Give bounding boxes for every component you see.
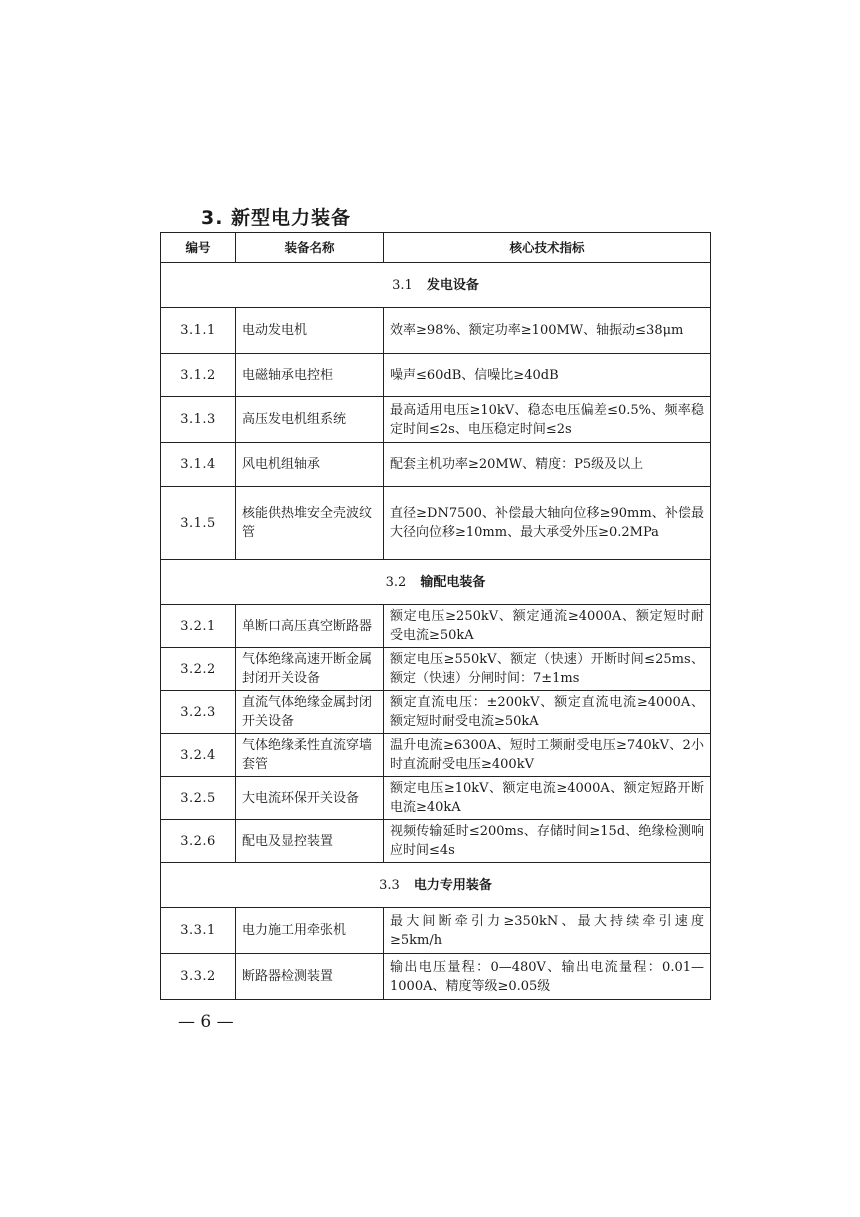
table-row xyxy=(161,487,711,560)
row-name: 高压发电机组系统 xyxy=(236,397,384,443)
table-header-row xyxy=(161,233,711,263)
row-code: 3.1.3 xyxy=(161,397,236,443)
category-row xyxy=(161,863,711,908)
row-spec: 最大间断牵引力≥350kN、最大持续牵引速度≥5km/h xyxy=(384,908,711,954)
row-name: 风电机组轴承 xyxy=(236,443,384,487)
table-row xyxy=(161,605,711,648)
row-name: 核能供热堆安全壳波纹管 xyxy=(236,487,384,560)
category-name: 输配电装备 xyxy=(420,574,486,590)
header-spec: 核心技术指标 xyxy=(384,233,711,263)
row-code: 3.2.4 xyxy=(161,734,236,777)
table-row xyxy=(161,691,711,734)
row-name: 断路器检测装置 xyxy=(236,954,384,1000)
table-row xyxy=(161,820,711,863)
table-row xyxy=(161,354,711,397)
header-code: 编号 xyxy=(161,233,236,263)
row-spec: 视频传输延时≤200ms、存储时间≥15d、绝缘检测响应时间≤4s xyxy=(384,820,711,863)
category-code: 3.3 xyxy=(379,877,400,893)
row-code: 3.3.1 xyxy=(161,908,236,954)
row-spec: 直径≥DN7500、补偿最大轴向位移≥90mm、补偿最大径向位移≥10mm、最大承受外压≥0.2MPa xyxy=(384,487,711,560)
page-number: — 6 — xyxy=(178,1012,234,1032)
row-spec: 最高适用电压≥10kV、稳态电压偏差≤0.5%、频率稳定时间≤2s、电压稳定时间≤2s xyxy=(384,397,711,443)
row-spec: 输出电压量程：0—480V、输出电流量程：0.01—1000A、精度等级≥0.05级 xyxy=(384,954,711,1000)
row-code: 3.1.1 xyxy=(161,308,236,354)
table-row xyxy=(161,648,711,691)
row-code: 3.2.5 xyxy=(161,777,236,820)
table-row xyxy=(161,443,711,487)
table-row xyxy=(161,908,711,954)
row-code: 3.2.6 xyxy=(161,820,236,863)
table-row xyxy=(161,734,711,777)
table-row xyxy=(161,308,711,354)
row-name: 直流气体绝缘金属封闭开关设备 xyxy=(236,691,384,734)
row-code: 3.1.5 xyxy=(161,487,236,560)
row-name: 电动发电机 xyxy=(236,308,384,354)
category-name: 电力专用装备 xyxy=(413,877,492,893)
category-name: 发电设备 xyxy=(426,277,479,293)
row-code: 3.2.2 xyxy=(161,648,236,691)
row-code: 3.2.1 xyxy=(161,605,236,648)
row-spec: 额定电压≥10kV、额定电流≥4000A、额定短路开断电流≥40kA xyxy=(384,777,711,820)
row-name: 大电流环保开关设备 xyxy=(236,777,384,820)
table-row xyxy=(161,777,711,820)
category-code: 3.1 xyxy=(392,277,413,293)
row-spec: 额定直流电压：±200kV、额定直流电流≥4000A、额定短时耐受电流≥50kA xyxy=(384,691,711,734)
category-cell xyxy=(161,263,711,308)
row-name: 电力施工用牵张机 xyxy=(236,908,384,954)
row-name: 气体绝缘柔性直流穿墙套管 xyxy=(236,734,384,777)
row-name: 配电及显控装置 xyxy=(236,820,384,863)
row-code: 3.1.4 xyxy=(161,443,236,487)
row-code: 3.3.2 xyxy=(161,954,236,1000)
category-code: 3.2 xyxy=(385,574,407,590)
row-spec: 额定电压≥250kV、额定通流≥4000A、额定短时耐受电流≥50kA xyxy=(384,605,711,648)
header-name: 装备名称 xyxy=(236,233,384,263)
row-name: 单断口高压真空断路器 xyxy=(236,605,384,648)
row-code: 3.1.2 xyxy=(161,354,236,397)
row-code: 3.2.3 xyxy=(161,691,236,734)
row-spec: 额定电压≥550kV、额定（快速）开断时间≤25ms、额定（快速）分闸时间：7±1ms xyxy=(384,648,711,691)
equipment-spec-table xyxy=(160,232,711,1000)
row-spec: 温升电流≥6300A、短时工频耐受电压≥740kV、2小时直流耐受电压≥400kV xyxy=(384,734,711,777)
category-cell xyxy=(161,863,711,908)
category-cell xyxy=(161,560,711,605)
row-spec: 效率≥98%、额定功率≥100MW、轴振动≤38μm xyxy=(384,308,711,354)
row-spec: 噪声≤60dB、信噪比≥40dB xyxy=(384,354,711,397)
category-row xyxy=(161,263,711,308)
row-spec: 配套主机功率≥20MW、精度：P5级及以上 xyxy=(384,443,711,487)
category-row xyxy=(161,560,711,605)
table-row xyxy=(161,397,711,443)
row-name: 气体绝缘高速开断金属封闭开关设备 xyxy=(236,648,384,691)
section-title: 3. 新型电力装备 xyxy=(201,207,352,229)
table-row xyxy=(161,954,711,1000)
row-name: 电磁轴承电控柜 xyxy=(236,354,384,397)
